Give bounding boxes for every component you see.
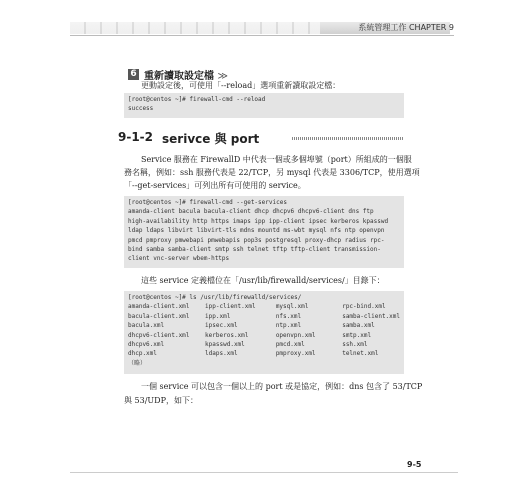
file-row [128, 302, 400, 311]
section-number: 9-1-2 [118, 130, 154, 144]
step-description: 更動設定後，可使用「--reload」選項重新讀取設定檔： [141, 81, 341, 90]
chapter-header: 系統管理工作 CHAPTER 9 [358, 23, 454, 32]
file-cell: bacula-client.xml [128, 312, 190, 320]
code-line: [root@centos ~]# firewall-cmd --reload [128, 96, 266, 103]
step-title-text: 重新讀取設定檔 [144, 71, 214, 82]
section-rule [292, 137, 404, 140]
paragraph-line: Service 服務在 FirewallD 中代表一個或多個埠號（port）所組成的一個服 [141, 155, 412, 164]
paragraph-line: 一個 service 可以包含一個以上的 port 或是協定，例如：dns 包含了 53/TCP [141, 382, 423, 391]
page-number: 9-5 [407, 460, 422, 469]
services-code-block [124, 196, 404, 268]
double-chevron-icon: ≫ [217, 71, 228, 82]
file-cell: dhcpv6.xml [128, 341, 165, 349]
file-cell: dhcp.xml [128, 350, 157, 358]
file-cell: nfs.xml [275, 312, 302, 320]
file-row [128, 349, 400, 358]
code-line: amanda-client bacula bacula-client dhcp dhcpv6 dhcpv6-client dns ftp [128, 208, 374, 216]
reload-code-block [124, 93, 404, 118]
file-cell: ssh.xml [342, 341, 368, 349]
file-cell: amanda-client.xml [128, 303, 190, 311]
file-cell: pmproxy.xml [275, 350, 316, 358]
ls-code-block [124, 291, 404, 374]
file-listing [128, 302, 400, 358]
file-row [128, 312, 400, 321]
file-row [128, 331, 400, 340]
paragraph-line: 務名稱，例如：ssh 服務代表是 22/TCP，另 mysql 代表是 3306/TCP，使用選項 [124, 168, 420, 177]
file-cell: bacula.xml [128, 322, 165, 330]
file-cell: telnet.xml [342, 350, 379, 358]
file-cell: kerberos.xml [205, 331, 249, 339]
step-number-badge: 6 [128, 69, 139, 80]
code-line: success [128, 105, 154, 113]
file-row [128, 321, 400, 330]
code-line: high-availability http https imaps ipp ipp-client ipsec kerberos kpasswd [128, 217, 389, 225]
code-line: ldap ldaps libvirt libvirt-tls mdns mountd ms-wbt mysql nfs ntp openvpn [128, 227, 385, 235]
file-cell: ipsec.xml [205, 322, 238, 330]
file-cell: ntp.xml [275, 322, 302, 330]
file-cell: openvpn.xml [275, 331, 316, 339]
file-cell: kpasswd.xml [205, 341, 245, 349]
footer-divider [70, 472, 458, 473]
paragraph-line: 這些 service 定義檔位在「/usr/lib/firewalld/services/」目錄下： [141, 276, 385, 285]
file-cell: ipp.xml [205, 312, 231, 320]
file-cell: pmcd.xml [275, 341, 305, 349]
omitted-marker: （略） [128, 359, 147, 367]
section-title: serivce 與 port [162, 132, 260, 146]
file-cell: smtp.xml [342, 331, 372, 339]
paragraph-line: 「--get-services」可列出所有可使用的 service。 [124, 181, 306, 190]
code-line: client vnc-server wbem-https [128, 255, 230, 263]
code-line: [root@centos ~]# ls /usr/lib/firewalld/services/ [128, 294, 302, 301]
paragraph-line: 與 53/UDP，如下： [124, 396, 198, 405]
file-cell: samba.xml [342, 322, 375, 330]
file-cell: mysql.xml [275, 303, 309, 311]
file-row [128, 340, 400, 349]
file-cell: samba-client.xml [342, 312, 400, 320]
code-line: bind samba samba-client smtp ssh telnet tftp tftp-client transmission- [128, 246, 381, 254]
file-cell: rpc-bind.xml [342, 303, 386, 311]
file-cell: dhcpv6-client.xml [128, 331, 190, 339]
file-cell: ldaps.xml [205, 350, 238, 358]
file-cell: ipp-client.xml [205, 303, 256, 311]
code-line: [root@centos ~]# firewall-cmd --get-services [128, 199, 287, 206]
code-line: pmcd pmproxy pmwebapi pmwebapis pop3s postgresql proxy-dhcp radius rpc- [128, 236, 385, 244]
header-divider [70, 35, 454, 36]
